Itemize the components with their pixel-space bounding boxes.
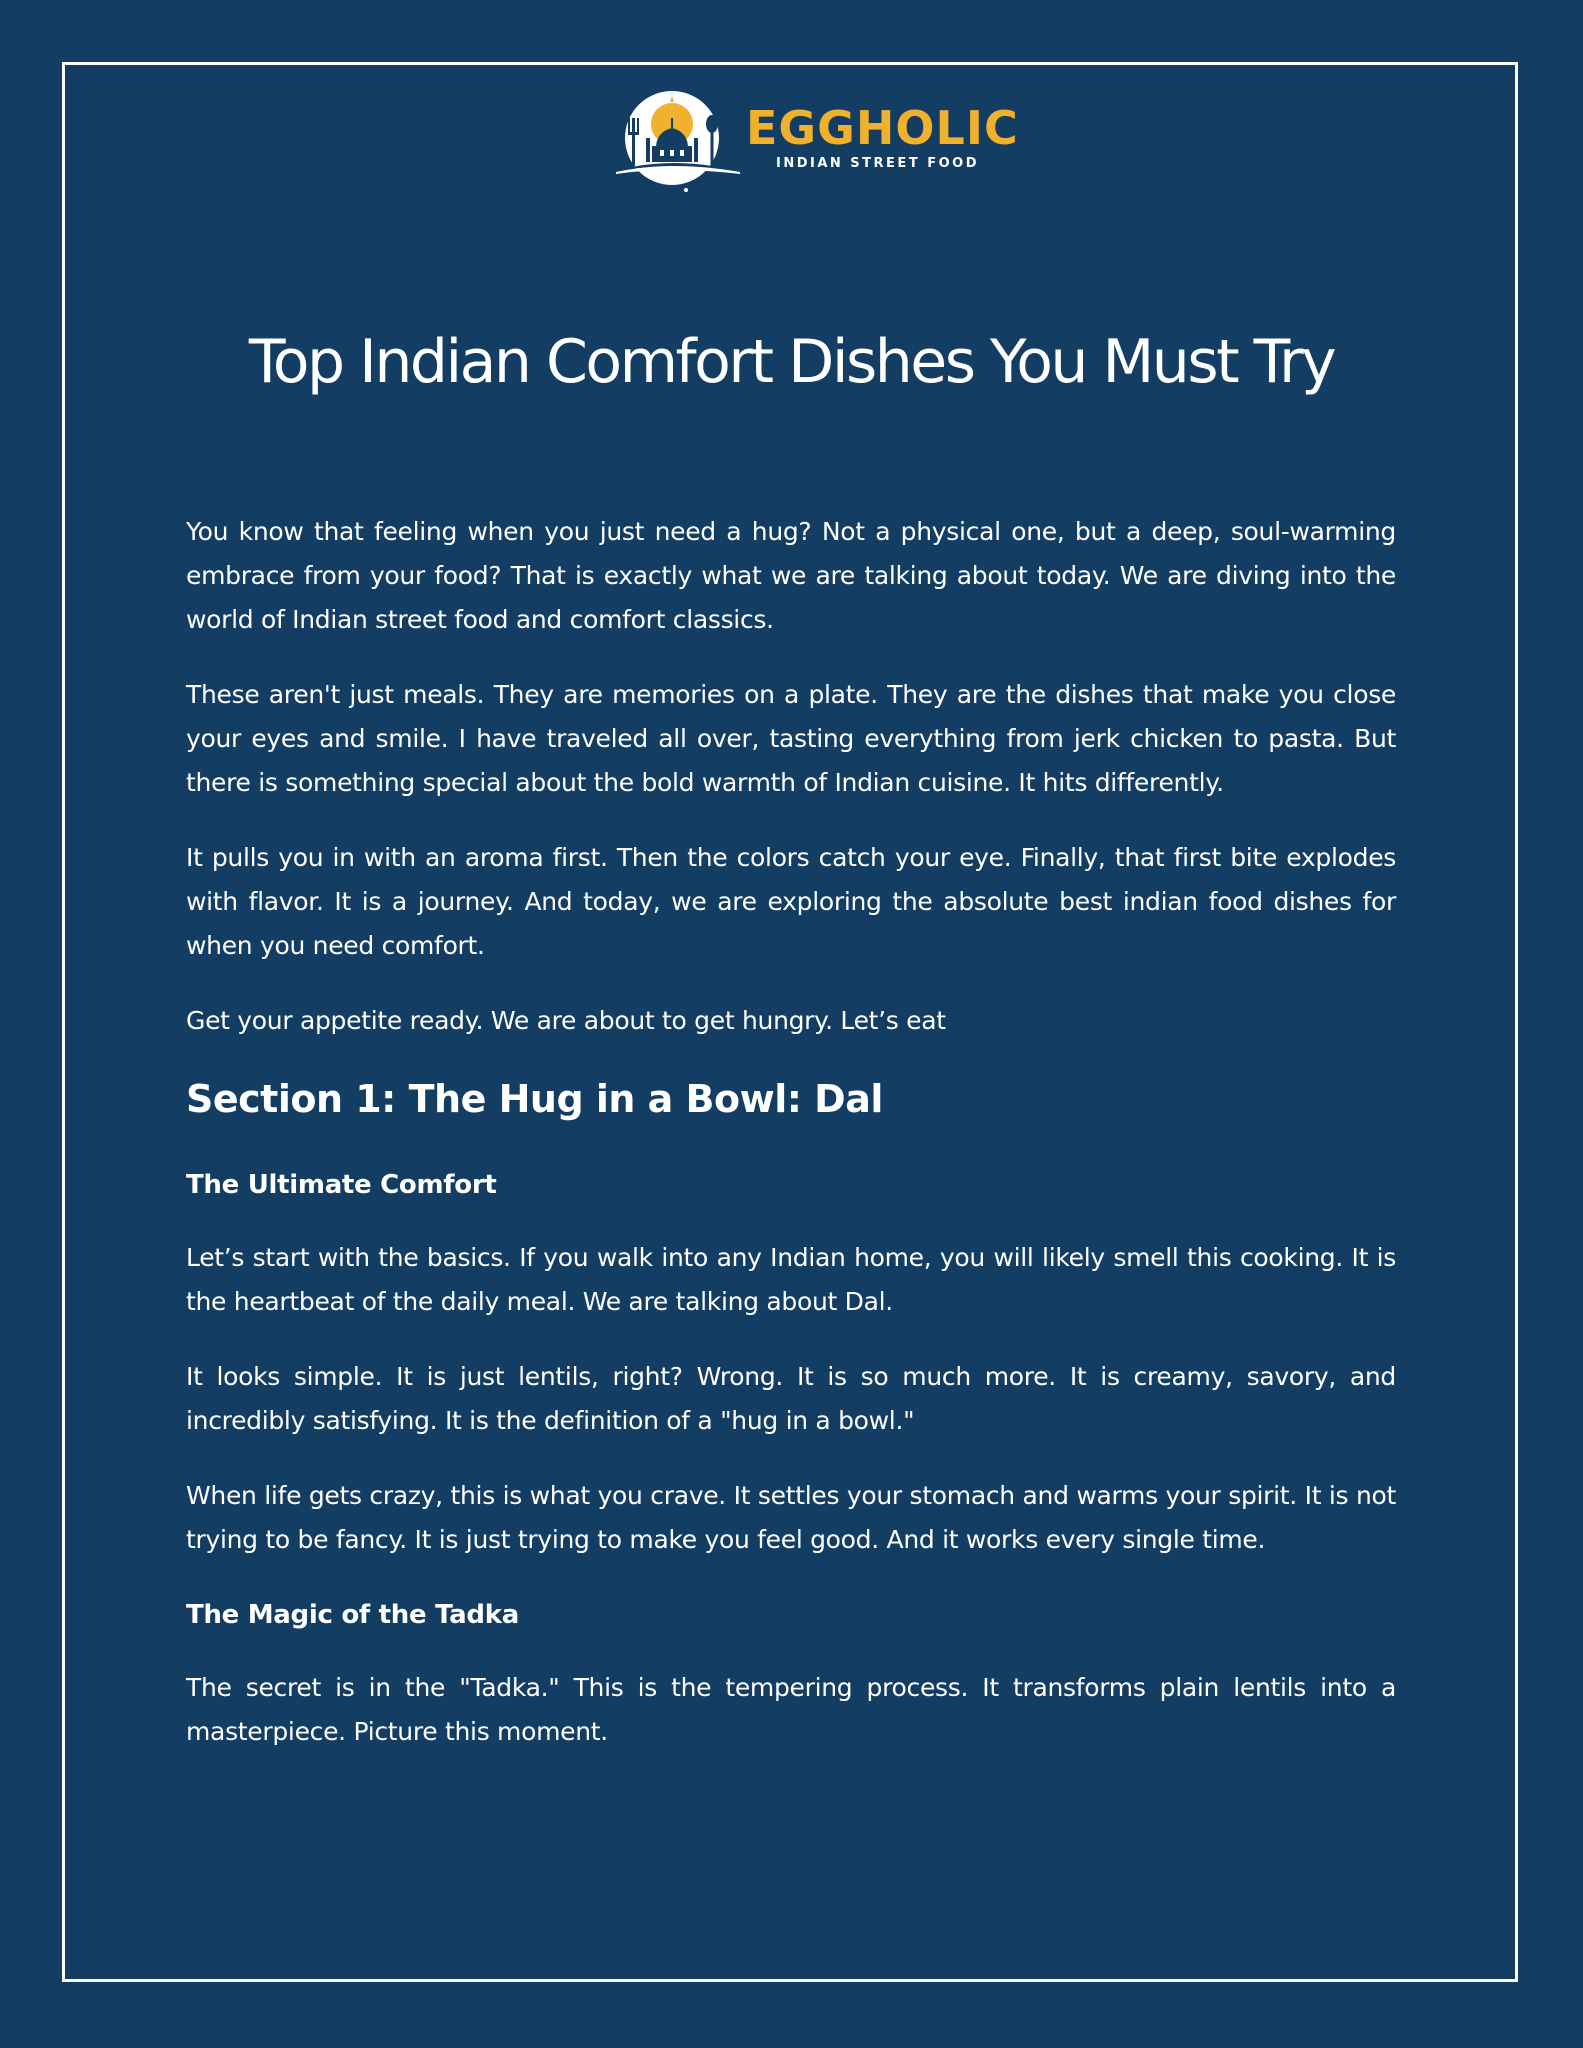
taj-mahal-plate-icon (616, 88, 746, 200)
brand-tagline: INDIAN STREET FOOD (776, 156, 979, 171)
page-title: Top Indian Comfort Dishes You Must Try (248, 327, 1335, 397)
section-heading: Section 1: The Hug in a Bowl: Dal (186, 1077, 883, 1121)
intro-paragraph: You know that feeling when you just need a hug? Not a physical one, but a deep, soul-warming embrace from your food? That is exactly what we are talking about today. We are diving into the world of Indian street food and comfort classics. (186, 517, 1396, 634)
intro-paragraph: It pulls you in with an aroma first. Then the colors catch your eye. Finally, that first bite explodes with flavor. It is a journey. And today, we are exploring the absolute best indian food dishes for when you need comfort. (186, 843, 1396, 960)
section-paragraph: Let’s start with the basics. If you walk into any Indian home, you will likely smell this cooking. It is the heartbeat of the daily meal. We are talking about Dal. (186, 1243, 1396, 1316)
subsection-heading: The Magic of the Tadka (186, 1600, 519, 1630)
section-paragraph: It looks simple. It is just lentils, right? Wrong. It is so much more. It is creamy, savory, and incredibly satisfying. It is the definition of a "hug in a bowl." (186, 1362, 1396, 1435)
intro-paragraph: These aren't just meals. They are memories on a plate. They are the dishes that make you close your eyes and smile. I have traveled all over, tasting everything from jerk chicken to pasta. But there is something special about the bold warmth of Indian cuisine. It hits differently. (186, 680, 1396, 797)
brand-wordmark (746, 102, 1019, 171)
subsection-heading: The Ultimate Comfort (186, 1170, 497, 1200)
section-paragraph: When life gets crazy, this is what you crave. It settles your stomach and warms your spirit. It is not trying to be fancy. It is just trying to make you feel good. And it works every single time. (186, 1481, 1396, 1554)
brand-name: EGGHOLIC (746, 101, 1019, 155)
intro-paragraph: Get your appetite ready. We are about to get hungry. Let’s eat (186, 1006, 946, 1035)
brand-logo (616, 88, 1019, 200)
article-body (186, 510, 1396, 1785)
section-paragraph: The secret is in the "Tadka." This is the tempering process. It transforms plain lentils into a masterpiece. Picture this moment. (186, 1673, 1396, 1746)
